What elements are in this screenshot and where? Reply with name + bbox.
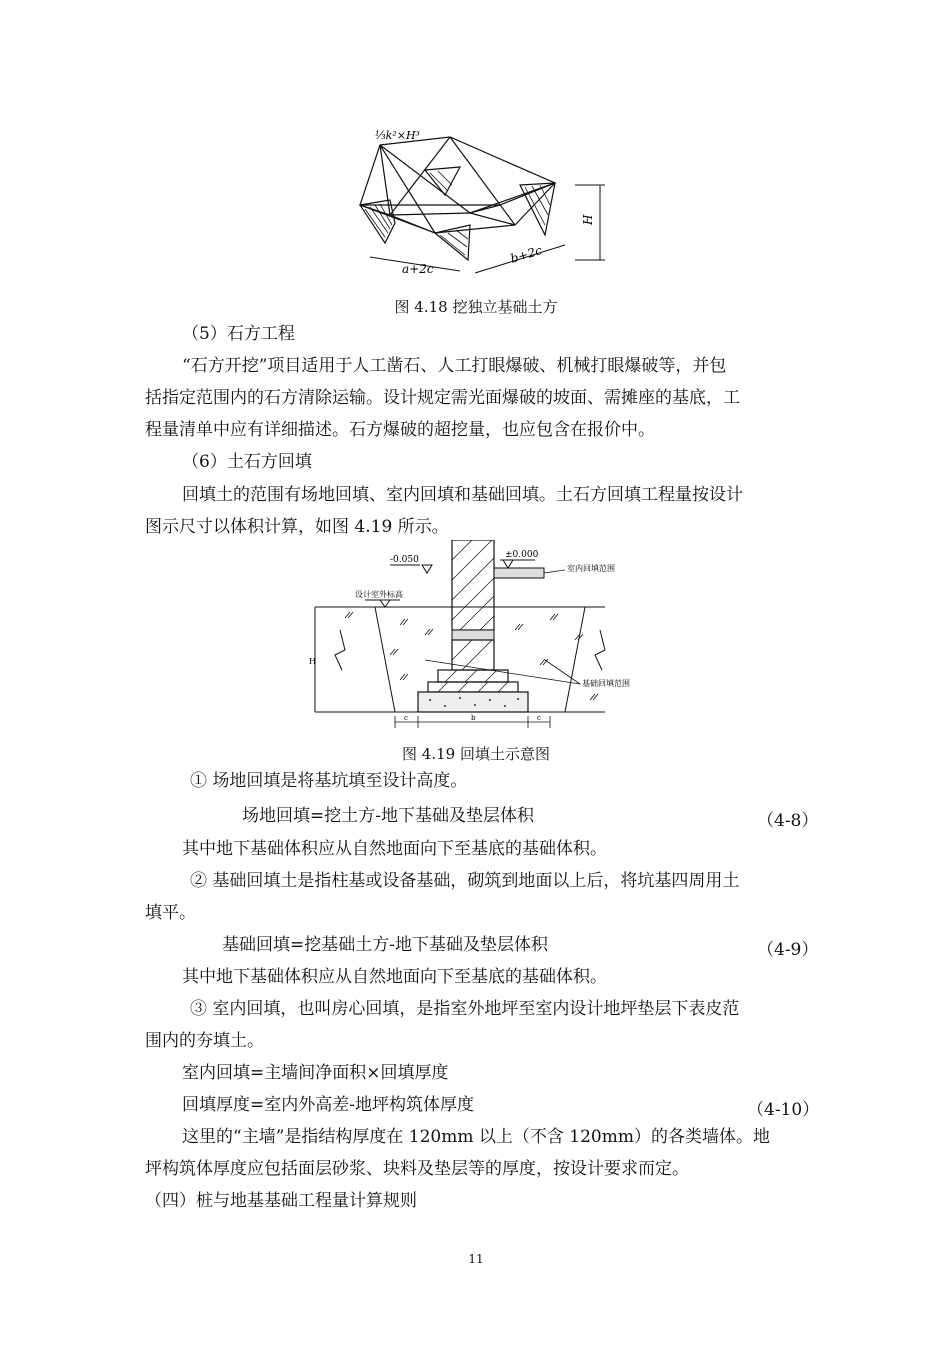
section-5-heading: （5）石方工程 — [182, 324, 295, 344]
equation-4-10-number: （4-10） — [747, 1100, 820, 1120]
figure-4-18-caption: 图 4.18 挖独立基础土方 — [394, 298, 558, 316]
page-number: 11 — [468, 1252, 484, 1266]
dim-b-label: b+2c — [508, 243, 544, 266]
item-2-line-2: 填平。 — [145, 903, 196, 923]
equation-4-9: 基础回填=挖基础土方-地下基础及垫层体积 — [222, 935, 548, 955]
equation-4-10b: 回填厚度=室内外高差-地坪构筑体厚度 — [182, 1095, 474, 1115]
dim-b-label-2: b — [471, 714, 476, 722]
figure-backfill-diagram — [300, 540, 640, 740]
figure-4-19-caption: 图 4.19 回填土示意图 — [402, 745, 550, 763]
figure-excavation-isolated-foundation — [340, 125, 620, 285]
section-5-para-line-2: 括指定范围内的石方清除运输。设计规定需光面爆破的坡面、需摊座的基底，工 — [145, 388, 740, 408]
item-1: ① 场地回填是将基坑填至设计高度。 — [190, 771, 468, 791]
note-4-9: 其中地下基础体积应从自然地面向下至基底的基础体积。 — [182, 967, 607, 987]
section-6-heading: （6）土石方回填 — [182, 452, 312, 472]
dim-a-label: a+2c — [402, 262, 434, 276]
item-3-line-2: 围内的夯填土。 — [145, 1031, 264, 1051]
indoor-fill-label: 室内回填范围 — [567, 564, 615, 573]
equation-4-8-number: （4-8） — [757, 811, 819, 831]
dim-c1-label: c — [404, 714, 408, 722]
level-left-label: -0.050 — [390, 555, 419, 565]
item-3-line-1: ③ 室内回填，也叫房心回填，是指室外地坪至室内设计地坪垫层下表皮范 — [190, 999, 740, 1019]
formula-label: ⅓k²×H³ — [375, 129, 420, 142]
level-right-label: ±0.000 — [505, 550, 539, 560]
design-outdoor-label: 设计室外标高 — [355, 590, 403, 599]
main-wall-para-line-2: 坪构筑体厚度应包括面层砂浆、块料及垫层等的厚度，按设计要求而定。 — [145, 1159, 689, 1179]
section-5-para-line-1: “石方开挖”项目适用于人工凿石、人工打眼爆破、机械打眼爆破等，并包 — [182, 356, 727, 376]
dim-h-label-2: H — [309, 657, 316, 666]
main-wall-para-line-1: 这里的“主墙”是指结构厚度在 120mm 以上（不含 120mm）的各类墙体。地 — [182, 1127, 770, 1147]
section-5-para-line-3: 程量清单中应有详细描述。石方爆破的超挖量，也应包含在报价中。 — [145, 420, 655, 440]
foundation-fill-label: 基础回填范围 — [582, 679, 630, 688]
dim-c2-label: c — [537, 714, 541, 722]
section-4-heading: （四）桩与地基基础工程量计算规则 — [145, 1191, 417, 1211]
item-2-line-1: ② 基础回填土是指柱基或设备基础，砌筑到地面以上后，将坑基四周用土 — [190, 871, 740, 891]
equation-4-10a: 室内回填=主墙间净面积×回填厚度 — [182, 1063, 449, 1083]
section-6-para-line-1: 回填土的范围有场地回填、室内回填和基础回填。土石方回填工程量按设计 — [182, 485, 743, 505]
equation-4-8: 场地回填=挖土方-地下基础及垫层体积 — [242, 806, 534, 826]
note-4-8: 其中地下基础体积应从自然地面向下至基底的基础体积。 — [182, 839, 607, 859]
equation-4-9-number: （4-9） — [757, 940, 819, 960]
section-6-para-line-2: 图示尺寸以体积计算，如图 4.19 所示。 — [145, 517, 449, 537]
dim-h-label: H — [581, 214, 595, 225]
